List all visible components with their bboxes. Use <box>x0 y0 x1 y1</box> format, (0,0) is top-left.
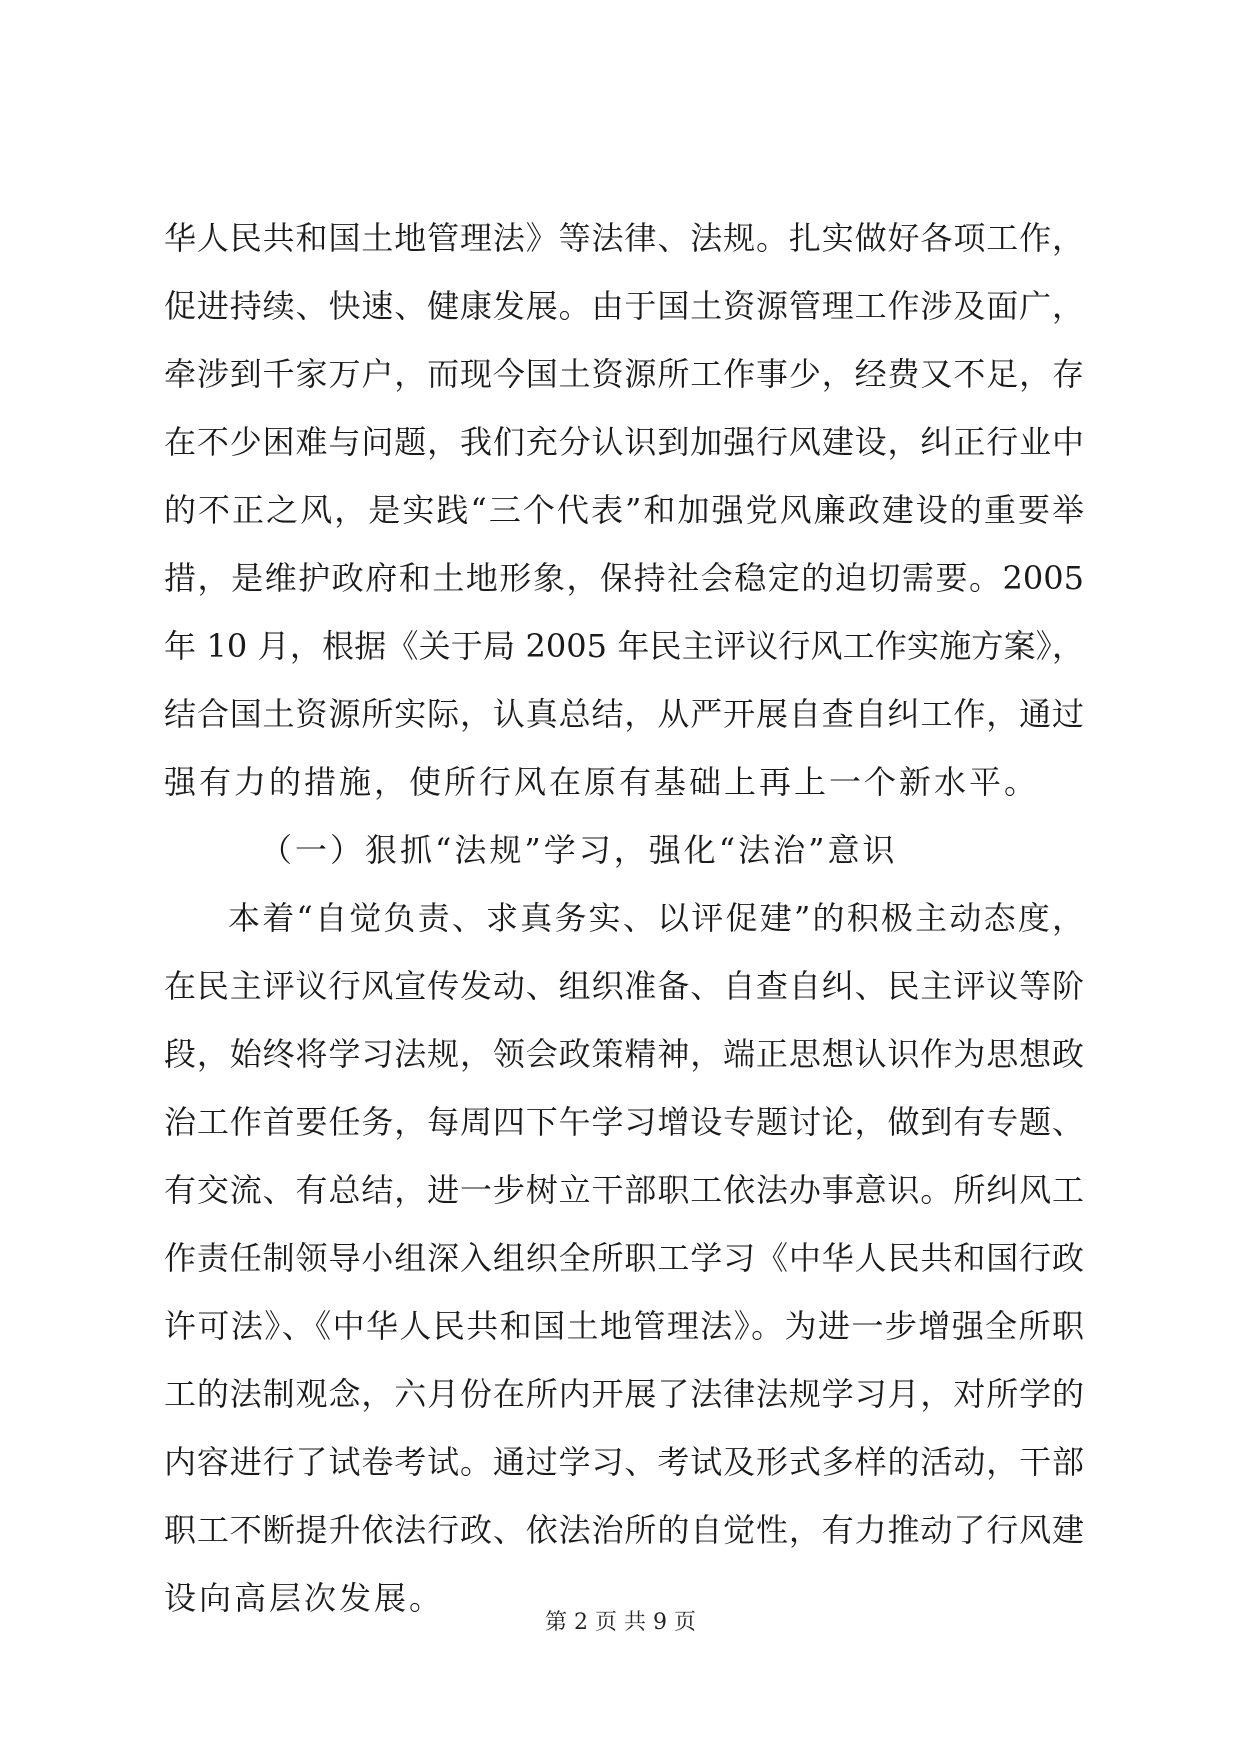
paragraph-line: 措，是维护政府和土地形象，保持社会稳定的迫切需要。2005 <box>164 559 1084 597</box>
paragraph-line: 年 10 月，根据《关于局 2005 年民主评议行风工作实施方案》， <box>164 627 1084 665</box>
paragraph-line: 段，始终将学习法规，领会政策精神，端正思想认识作为思想政 <box>164 1035 1084 1073</box>
paragraph-line: 强有力的措施，使所行风在原有基础上再上一个新水平。 <box>164 763 1040 801</box>
page-footer <box>0 1608 1241 1638</box>
paragraph-line: 治工作首要任务，每周四下午学习增设专题讨论，做到有专题、 <box>164 1103 1084 1141</box>
paragraph-line: 有交流、有总结，进一步树立干部职工依法办事意识。所纠风工 <box>164 1171 1084 1209</box>
paragraph-line: 设向高层次发展。 <box>164 1579 445 1617</box>
paragraph-line: 在民主评议行风宣传发动、组织准备、自查自纠、民主评议等阶 <box>164 967 1084 1005</box>
paragraph-line: 作责任制领导小组深入组织全所职工学习《中华人民共和国行政 <box>164 1239 1084 1277</box>
paragraph-line: 的不正之风，是实践“三个代表”和加强党风廉政建设的重要举 <box>164 491 1084 529</box>
body-text <box>164 204 1084 1632</box>
section-heading: （一）狠抓“法规”学习，强化“法治”意识 <box>260 831 898 869</box>
paragraph-line: 许可法》、《中华人民共和国土地管理法》。为进一步增强全所职 <box>164 1307 1084 1345</box>
page-number: 第 2 页 共 9 页 <box>545 1610 696 1635</box>
paragraph-line: 本着“自觉负责、求真务实、以评促建”的积极主动态度， <box>228 899 1084 937</box>
paragraph-line: 促进持续、快速、健康发展。由于国土资源管理工作涉及面广， <box>164 287 1084 325</box>
paragraph-line: 职工不断提升依法行政、依法治所的自觉性，有力推动了行风建 <box>164 1511 1084 1549</box>
paragraph-line: 在不少困难与问题，我们充分认识到加强行风建设，纠正行业中 <box>164 423 1084 461</box>
paragraph-line: 结合国土资源所实际，认真总结，从严开展自查自纠工作，通过 <box>164 695 1084 733</box>
paragraph-line: 工的法制观念，六月份在所内开展了法律法规学习月，对所学的 <box>164 1375 1084 1413</box>
paragraph-line: 华人民共和国土地管理法》等法律、法规。扎实做好各项工作， <box>164 219 1084 257</box>
paragraph-line: 内容进行了试卷考试。通过学习、考试及形式多样的活动，干部 <box>164 1443 1084 1481</box>
paragraph-line: 牵涉到千家万户，而现今国土资源所工作事少，经费又不足，存 <box>164 355 1084 393</box>
